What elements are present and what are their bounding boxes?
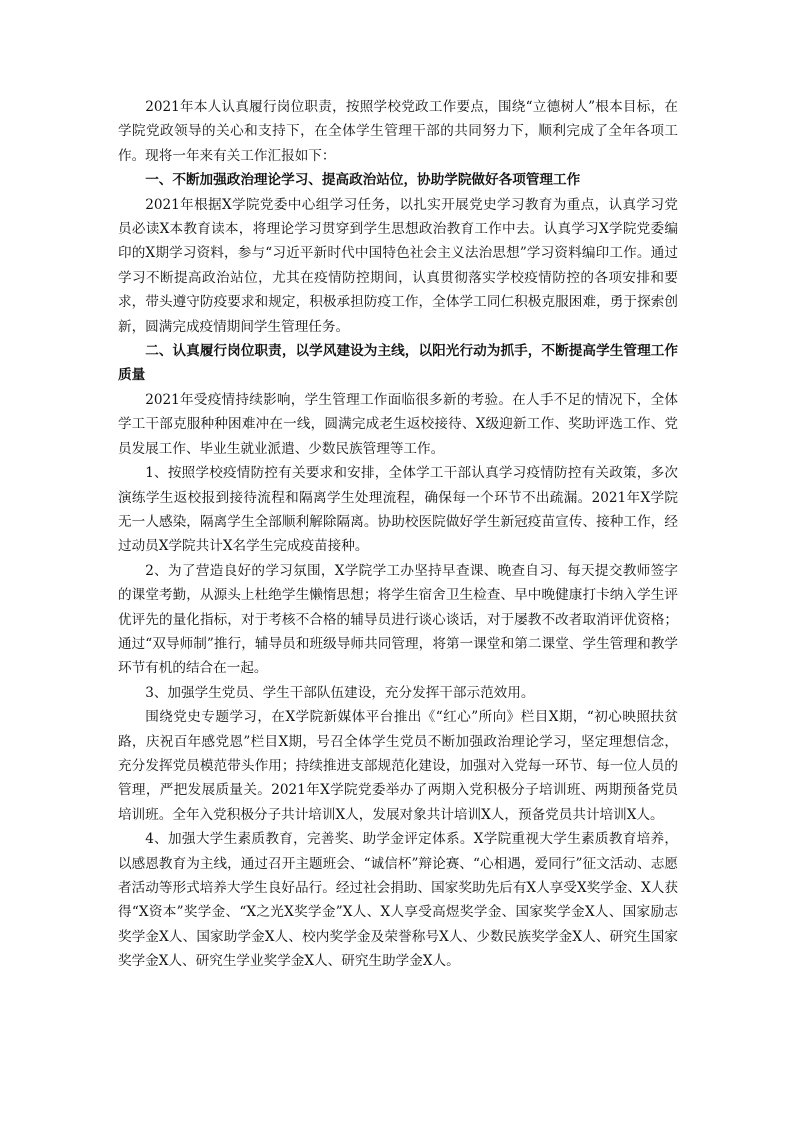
item-3-paragraph: 3、加强学生党员、学生干部队伍建设，充分发挥干部示范效用。 [145,684,535,701]
item-4-paragraph: 4、加强大学生素质教育，完善奖、助学金评定体系。X学院重视大学生素质教育培养，以感恩教育为主线，通过召开主题班会、“诚信杯”辩论赛、“心相遇，爱同行”征文活动、志愿者活动等形式培养大学生良好品行。经过社会捐助、国家奖助先后有X人享受X奖学金、X人获得“X资本”奖学金、“X之光X奖学金”X人、X人享受高煜奖学金、国家奖学金X人、国家励志奖学金X人、国家助学金X人、校内奖学金及荣誉称号X人、少数民族奖学金X人、研究生国家奖学金X人、研究生学业奖学金X人、研究生助学金X人。 [118,831,678,970]
item-2-paragraph: 2、为了营造良好的学习氛围，X学院学工办坚持早查课、晚查自习、每天提交教师签字的课堂考勤，从源头上杜绝学生懒惰思想；将学生宿舍卫生检查、早中晚健康打卡纳入学生评优评先的量化指标，对于考核不合格的辅导员进行谈心谈话，对于屡教不改者取消评优资格；通过“双导师制”推行，辅导员和班级导师共同管理，将第一课堂和第二课堂、学生管理和教学环节有机的结合在一起。 [118,562,678,677]
section-1-paragraph: 2021年根据X学院党委中心组学习任务，以扎实开展党史学习教育为重点，认真学习党员必读X本教育读本，将理论学习贯穿到学生思想政治教育工作中去。认真学习X学院党委编印的X期学习资料，参与“习近平新时代中国特色社会主义法治思想”学习资料编印工作。通过学习不断提高政治站位，尤其在疫情防控期间，认真贯彻落实学校疫情防控的各项安排和要求，带头遵守防疫要求和规定，积极承担防疫工作，全体学工同仁积极克服困难，勇于探索创新，圆满完成疫情期间学生管理任务。 [118,196,678,335]
document-body [118,95,678,974]
item-1-paragraph: 1、按照学校疫情防控有关要求和安排，全体学工干部认真学习疫情防控有关政策，多次演练学生返校报到接待流程和隔离学生处理流程，确保每一个环节不出疏漏。2021年X学院无一人感染，隔离学生全部顺利解除隔离。协助校医院做好学生新冠疫苗宣传、接种工作，经过动员X学院共计X名学生完成疫苗接种。 [118,465,678,555]
section-heading-1: 一、不断加强政治理论学习、提高政治站位，协助学院做好各项管理工作 [145,172,581,189]
section-2-intro-paragraph: 2021年受疫情持续影响，学生管理工作面临很多新的考验。在人手不足的情况下，全体学工干部克服种种困难冲在一线，圆满完成老生返校接待、X级迎新工作、奖助评选工作、党员发展工作、毕业生就业派遣、少数民族管理等工作。 [118,391,678,457]
item-3-detail-paragraph: 围绕党史专题学习，在X学院新媒体平台推出《“红心”所向》栏目X期，“初心映照扶贫路，庆祝百年感党恩”栏目X期，号召全体学生党员不断加强政治理论学习，坚定理想信念，充分发挥党员模范带头作用；持续推进支部规范化建设，加强对入党每一环节、每一位人员的管理，严把发展质量关。2021年X学院党委举办了两期入党积极分子培训班、两期预备党员培训班。全年入党积极分子共计培训X人，发展对象共计培训X人，预备党员共计培训X人。 [118,709,678,823]
intro-paragraph: 2021年本人认真履行岗位职责，按照学校党政工作要点，围绕“立德树人”根本目标，在学院党政领导的关心和支持下，在全体学生管理干部的共同努力下，顺利完成了全年各项工作。现将一年来有关工作汇报如下： [118,99,678,164]
section-heading-2: 二、认真履行岗位职责，以学风建设为主线，以阳光行动为抓手，不断提高学生管理工作质量 [118,343,678,384]
